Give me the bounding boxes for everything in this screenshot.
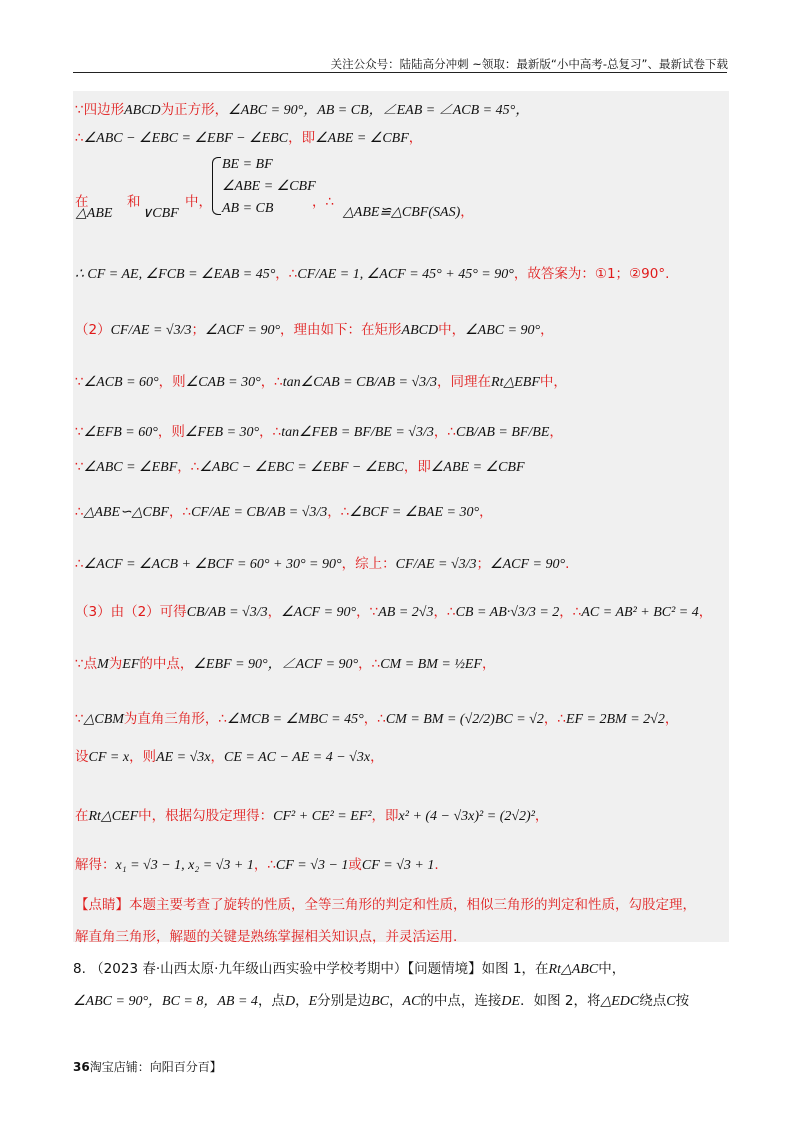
math: M	[97, 657, 109, 672]
math: ∠ABE = ∠CBF	[430, 460, 525, 475]
text: ，则	[157, 424, 185, 440]
math: CF² + CE² = EF²	[273, 809, 372, 824]
text: ，∴	[358, 656, 381, 672]
text: ，∵	[356, 604, 379, 620]
text: 和	[127, 194, 141, 210]
text: 中，	[539, 374, 567, 390]
math: CF = √3 + 1	[361, 858, 435, 873]
math: ∠EBF = 90°，∠ACF = 90°	[193, 657, 359, 672]
math: ∨CBF	[142, 206, 179, 221]
solution-line	[75, 853, 439, 874]
text: ，	[389, 993, 403, 1009]
text: ；	[191, 322, 205, 338]
text: 的中点，	[139, 656, 194, 672]
text: 在	[75, 808, 89, 824]
text: ．如图 2，将	[520, 993, 601, 1009]
math: △CBM	[83, 712, 124, 727]
text: ，∴	[363, 711, 386, 727]
solution-line	[75, 318, 554, 339]
text: 在	[75, 194, 89, 210]
math: AC = AB² + BC² = 4	[581, 605, 699, 620]
solution-line	[312, 190, 334, 210]
math: CF = √3 − 1	[275, 858, 349, 873]
math: CF/AE = √3/3	[110, 323, 192, 338]
math: CM = BM = ½EF	[380, 657, 482, 672]
math: ∠ABE = ∠CBF	[222, 179, 316, 194]
math: AC	[402, 994, 421, 1009]
math: Rt△ABC	[548, 962, 599, 977]
text: ，	[479, 504, 493, 520]
math: ∠ABC − ∠EBC = ∠EBF − ∠EBC	[83, 131, 289, 146]
math: ∠FEB = 30°	[184, 425, 260, 440]
text: ；	[476, 556, 491, 572]
text: ，∴	[253, 857, 276, 873]
text: 按	[675, 993, 690, 1009]
key-point-note: 【点睛】本题主要考查了旋转的性质，全等三角形的判定和性质，相似三角形的判定和性质，勾股定理，	[75, 897, 696, 913]
solution-line	[75, 600, 712, 621]
page-number: 36	[73, 1060, 90, 1074]
text: ，∴	[168, 504, 192, 520]
header-rule	[73, 72, 727, 73]
text: ，	[540, 322, 554, 338]
solution-line	[75, 420, 563, 441]
math: DE	[501, 994, 521, 1009]
text: 中，	[185, 194, 212, 210]
solution-line	[75, 804, 548, 825]
text: ，∴	[259, 424, 282, 440]
math: ∠ACF = 90°	[281, 605, 357, 620]
page-header: 关注公众号：陆陆高分冲刺 ~领取：最新版“小中高考-总复习”、最新试卷下载	[330, 57, 728, 71]
math: EF = 2BM = 2√2	[565, 712, 665, 727]
math: ∠ACF = 90°	[490, 557, 566, 572]
math: BE = BF	[222, 157, 273, 172]
math: △ABE	[76, 206, 113, 221]
math: CF/AE = √3/3	[395, 557, 477, 572]
math: AB = 2√3	[378, 605, 434, 620]
math: C	[666, 994, 676, 1009]
math: CM = BM = (√2/2)BC = √2	[385, 712, 544, 727]
text: 分别是边	[317, 993, 372, 1009]
math: ∠EFB = 60°	[83, 425, 158, 440]
system-row	[222, 156, 273, 173]
text: 中，	[438, 322, 466, 338]
math: Rt△CEF	[88, 809, 139, 824]
solution-line	[75, 552, 569, 573]
text: ∴	[75, 504, 84, 520]
text: ，同理在	[437, 374, 492, 390]
text: ∵	[75, 374, 84, 390]
text: ，	[698, 604, 713, 620]
math: △ABE∽△CBF	[83, 505, 169, 520]
math: CF/AE = CB/AB = √3/3	[191, 505, 328, 520]
math: ∠CAB = 30°	[185, 375, 261, 390]
solution-line	[185, 190, 212, 210]
text: 为正方形，	[160, 102, 229, 118]
math: ∠BCF = ∠BAE = 30°	[349, 505, 480, 520]
math: ABCD	[401, 323, 439, 338]
text: ，	[534, 808, 549, 824]
text: 设	[75, 749, 89, 765]
math: ABCD	[124, 103, 161, 118]
solution-line	[75, 500, 493, 521]
text: ，	[664, 711, 679, 727]
solution-line	[75, 652, 495, 673]
text: （2）	[75, 322, 111, 338]
text: ，∴	[559, 604, 582, 620]
text: ，	[370, 749, 384, 765]
key-point-note: 解直角三角形，解题的关键是熟练掌握相关知识点，并灵活运用.	[75, 929, 458, 945]
math: △ABE≌△CBF(SAS)	[343, 205, 461, 220]
math: x² + (4 − √3x)² = (2√2)²	[398, 809, 535, 824]
text: ，∴	[433, 424, 456, 440]
text: 绕点	[639, 993, 667, 1009]
math: ∠MCB = ∠MBC = 45°	[227, 712, 364, 727]
text: ，	[267, 604, 282, 620]
math: E	[308, 994, 318, 1009]
math: ∠ABC − ∠EBC = ∠EBF − ∠EBC	[199, 460, 404, 475]
text: .	[565, 556, 570, 572]
text: ，则	[158, 374, 186, 390]
math: CB/AB = √3/3	[186, 605, 268, 620]
math: ∠ACF = ∠ACB + ∠BCF = 60° + 30° = 90°	[83, 557, 342, 572]
text: ，	[408, 130, 423, 146]
text: 为直角三角形，∴	[123, 711, 228, 727]
text: 的中点，连接	[420, 993, 502, 1009]
text: ，理由如下：在矩形	[280, 322, 402, 338]
text: ，点	[257, 993, 285, 1009]
text: ，即	[371, 808, 399, 824]
math: BC	[371, 994, 390, 1009]
math: x₁ = √3 − 1, x₂ = √3 + 1	[115, 858, 254, 873]
math: D	[284, 994, 296, 1009]
text: ，故答案为：①1；②90°.	[513, 266, 670, 282]
text: ∵	[75, 459, 84, 475]
text: ，∴	[260, 374, 283, 390]
math: Rt△EBF	[491, 375, 540, 390]
text: 中，	[598, 961, 626, 977]
math: ∠ABC = ∠EBF	[83, 460, 178, 475]
solution-line	[142, 205, 179, 222]
solution-line	[75, 370, 567, 391]
math: ∠ABC = 90°，BC = 8，AB = 4	[73, 994, 258, 1009]
text: （3）由（2）可得	[75, 604, 187, 620]
text: ，即	[403, 459, 431, 475]
page-footer	[73, 1058, 222, 1075]
solution-line	[127, 190, 141, 210]
math: AB = CB	[222, 201, 274, 216]
text: 8. （2023 春·山西太原·九年级山西实验中学校考期中）【问题情境】如图 1，在	[73, 961, 549, 977]
text: ∵点	[75, 656, 98, 672]
text: ，∴	[327, 504, 350, 520]
system-row	[222, 178, 316, 195]
solution-line	[75, 707, 678, 728]
shop-name: 淘宝店铺：向阳百分百】	[89, 1060, 222, 1074]
math: CF/AE = 1, ∠ACF = 45° + 45° = 90°	[297, 267, 514, 282]
text: ，∴	[177, 459, 200, 475]
math: ∠ABC = 90°，AB = CB，∠EAB = ∠ACB = 45°，	[228, 103, 530, 118]
text: .	[434, 857, 439, 873]
text: ，∴	[433, 604, 456, 620]
math: CB = AB·√3/3 = 2	[455, 605, 560, 620]
math: ∴ CF = AE, ∠FCB = ∠EAB = 45°	[75, 267, 276, 282]
text: ∵	[75, 711, 84, 727]
text: ∵四边形	[75, 102, 125, 118]
solution-line	[343, 200, 474, 221]
text: ，∴	[312, 194, 335, 210]
text: ，	[481, 656, 496, 672]
text: 中，根据勾股定理得：	[138, 808, 274, 824]
text: ，∴	[543, 711, 566, 727]
text: ∴	[75, 556, 84, 572]
text: ，	[210, 749, 225, 765]
math: ∠ABC = 90°	[465, 323, 541, 338]
problem-8-line	[73, 989, 689, 1010]
solution-line	[75, 98, 529, 119]
text: ，则	[129, 749, 157, 765]
math: tan∠FEB = BF/BE = √3/3	[281, 425, 434, 440]
math: tan∠CAB = CB/AB = √3/3	[282, 375, 438, 390]
math: ∠ACB = 60°	[83, 375, 159, 390]
math: CE = AC − AE = 4 − √3x	[224, 750, 371, 765]
text: ，∴	[275, 266, 298, 282]
text: 解得：	[75, 857, 116, 873]
math: ∠ABE = ∠CBF	[315, 131, 409, 146]
math: ∠ACF = 90°	[205, 323, 281, 338]
math: EF	[122, 657, 140, 672]
solution-line	[75, 455, 525, 476]
text: ，	[295, 993, 309, 1009]
solution-line	[75, 126, 422, 147]
text: 为	[108, 656, 123, 672]
solution-line	[76, 205, 112, 222]
solution-line	[75, 262, 669, 283]
text: ∴	[75, 130, 84, 146]
math: CB/AB = BF/BE	[455, 425, 550, 440]
system-row	[222, 200, 273, 217]
math: CF = x	[88, 750, 130, 765]
text: 或	[348, 857, 362, 873]
text: ，	[460, 204, 474, 220]
math: AE = √3x	[156, 750, 211, 765]
problem-8-line	[73, 957, 625, 978]
text: ，	[549, 424, 563, 440]
text: ，综上：	[341, 556, 396, 572]
text: ∵	[75, 424, 84, 440]
solution-line	[75, 745, 384, 766]
text: ，即	[288, 130, 316, 146]
equation-brace	[212, 157, 221, 215]
math: △EDC	[600, 994, 640, 1009]
